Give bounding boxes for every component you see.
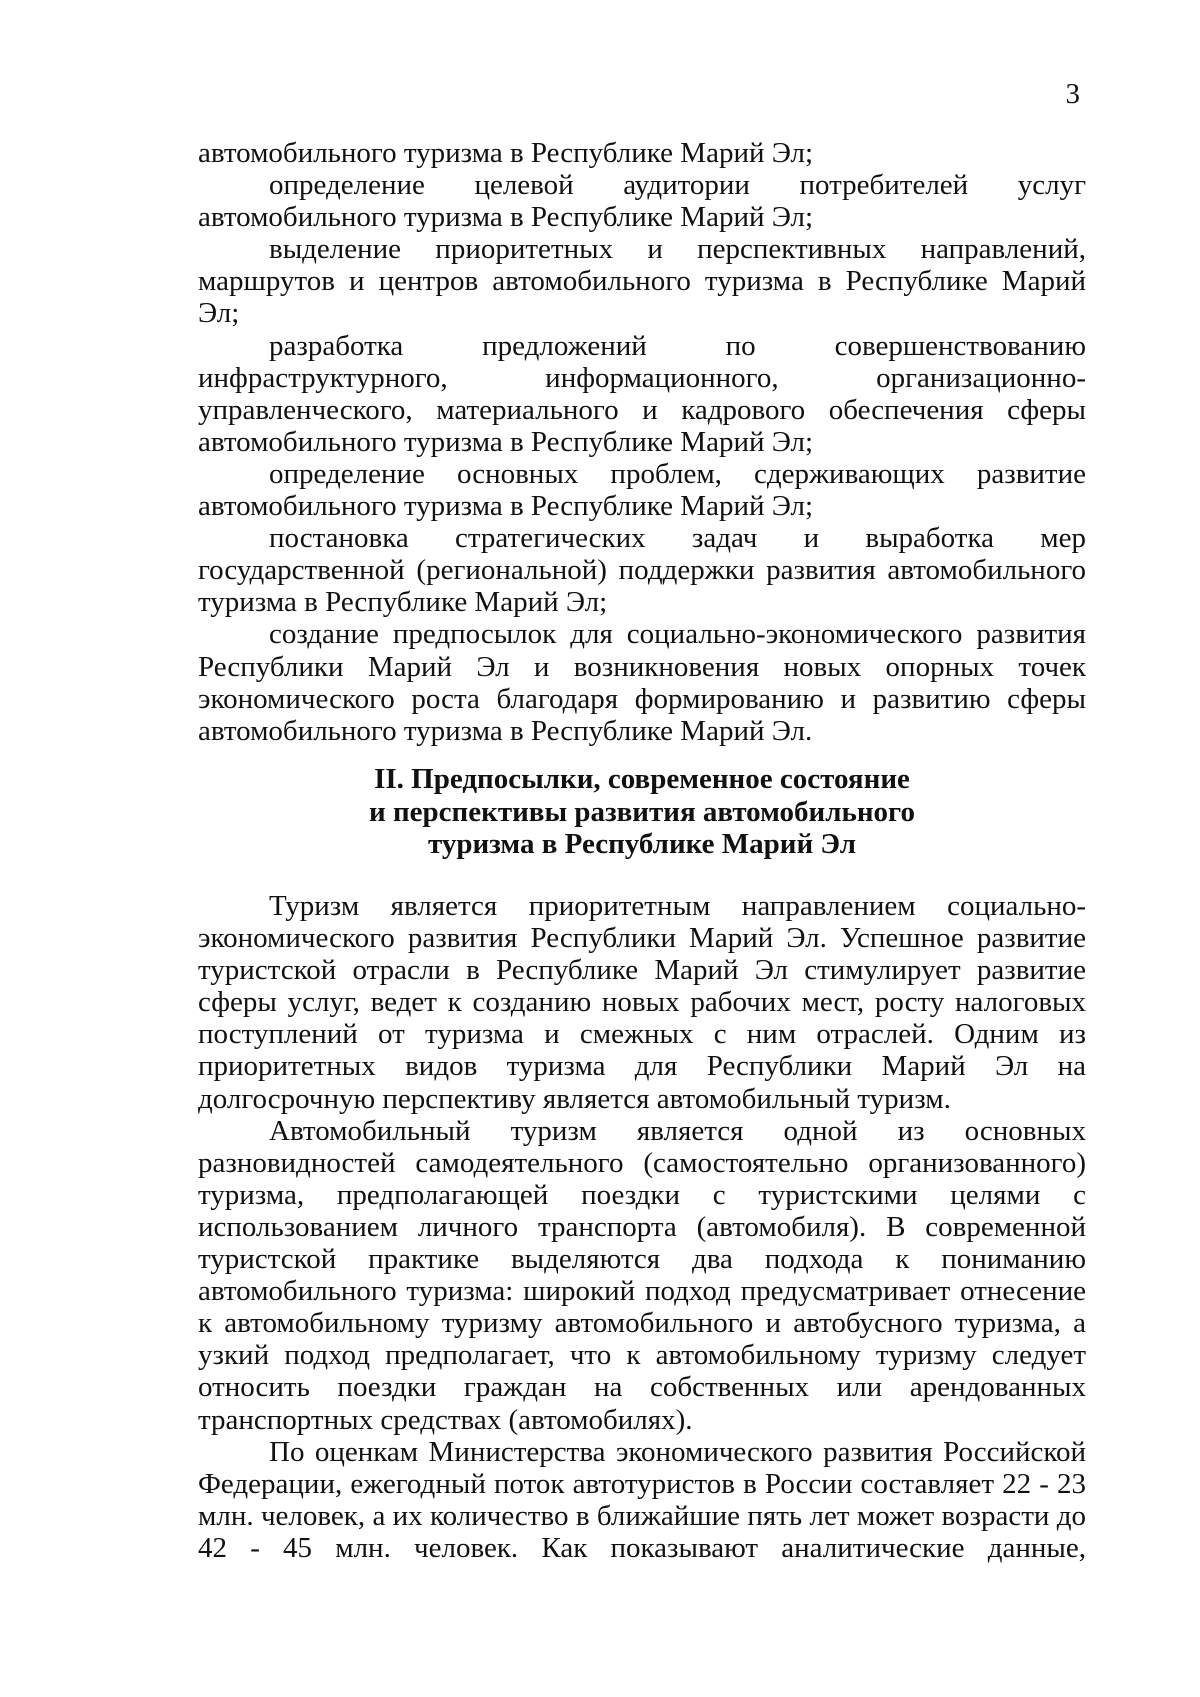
section-body (198, 890, 1086, 1564)
list-item: постановка стратегических задач и выработка мер государственной (региональной) поддержки развития автомобильного туризма в Республике Марий Эл; (198, 522, 1086, 619)
list-item: создание предпосылок для социально-экономического развития Республики Марий Эл и возникновения новых опорных точек экономического роста благодаря формированию и развитию сферы автомобильного туризма в Республике Марий Эл. (198, 618, 1086, 747)
section-heading-line: и перспективы развития автомобильного (369, 795, 915, 828)
section-heading-line: II. Предпосылки, современное состояние (374, 763, 910, 795)
list-item-continuation: автомобильного туризма в Республике Марий Эл; (198, 137, 814, 169)
list-item: выделение приоритетных и перспективных направлений, маршрутов и центров автомобильного туризма в Республике Марий Эл; (198, 233, 1086, 330)
section-heading (198, 763, 1086, 861)
body-paragraph: Туризм является приоритетным направлением социально-экономического развития Республики Марий Эл. Успешное развитие туристской отрасли в Республике Марий Эл стимулирует развитие сферы услуг, ведет к созданию новых рабочих мест, росту налоговых поступлений от туризма и смежных с ним отраслей. Одним из приоритетных видов туризма для Республики Марий Эл на долгосрочную перспективу является автомобильный туризм. (198, 890, 1086, 1115)
list-item: разработка предложений по совершенствованию инфраструктурного, информационного, организационно-управленческого, материального и кадрового обеспечения сферы автомобильного туризма в Республике Марий Эл; (198, 329, 1086, 458)
body-paragraph: По оценкам Министерства экономического развития Российской Федерации, ежегодный поток автотуристов в России составляет 22 - 23 млн. человек, а их количество в ближайшие пять лет может возрасти до 42 - 45 млн. человек. Как показывают аналитические данные, (198, 1435, 1086, 1564)
objectives-list (198, 137, 1086, 747)
body-paragraph: Автомобильный туризм является одной из основных разновидностей самодеятельного (самостоятельно организованного) туризма, предполагающей поездки с туристскими целями с использованием личного транспорта (автомобиля). В современной туристской практике выделяются два подхода к пониманию автомобильного туризма: широкий подход предусматривает отнесение к автомобильному туризму автомобильного и автобусного туризма, а узкий подход предполагает, что к автомобильному туризму следует относить поездки граждан на собственных или арендованных транспортных средствах (автомобилях). (198, 1114, 1086, 1436)
section-heading-line: туризма в Республике Марий Эл (427, 828, 856, 860)
list-item: определение целевой аудитории потребителей услуг автомобильного туризма в Республике Марий Эл; (198, 169, 1086, 234)
list-item: определение основных проблем, сдерживающих развитие автомобильного туризма в Республике Марий Эл; (198, 457, 1086, 523)
page-number: 3 (1065, 78, 1080, 110)
